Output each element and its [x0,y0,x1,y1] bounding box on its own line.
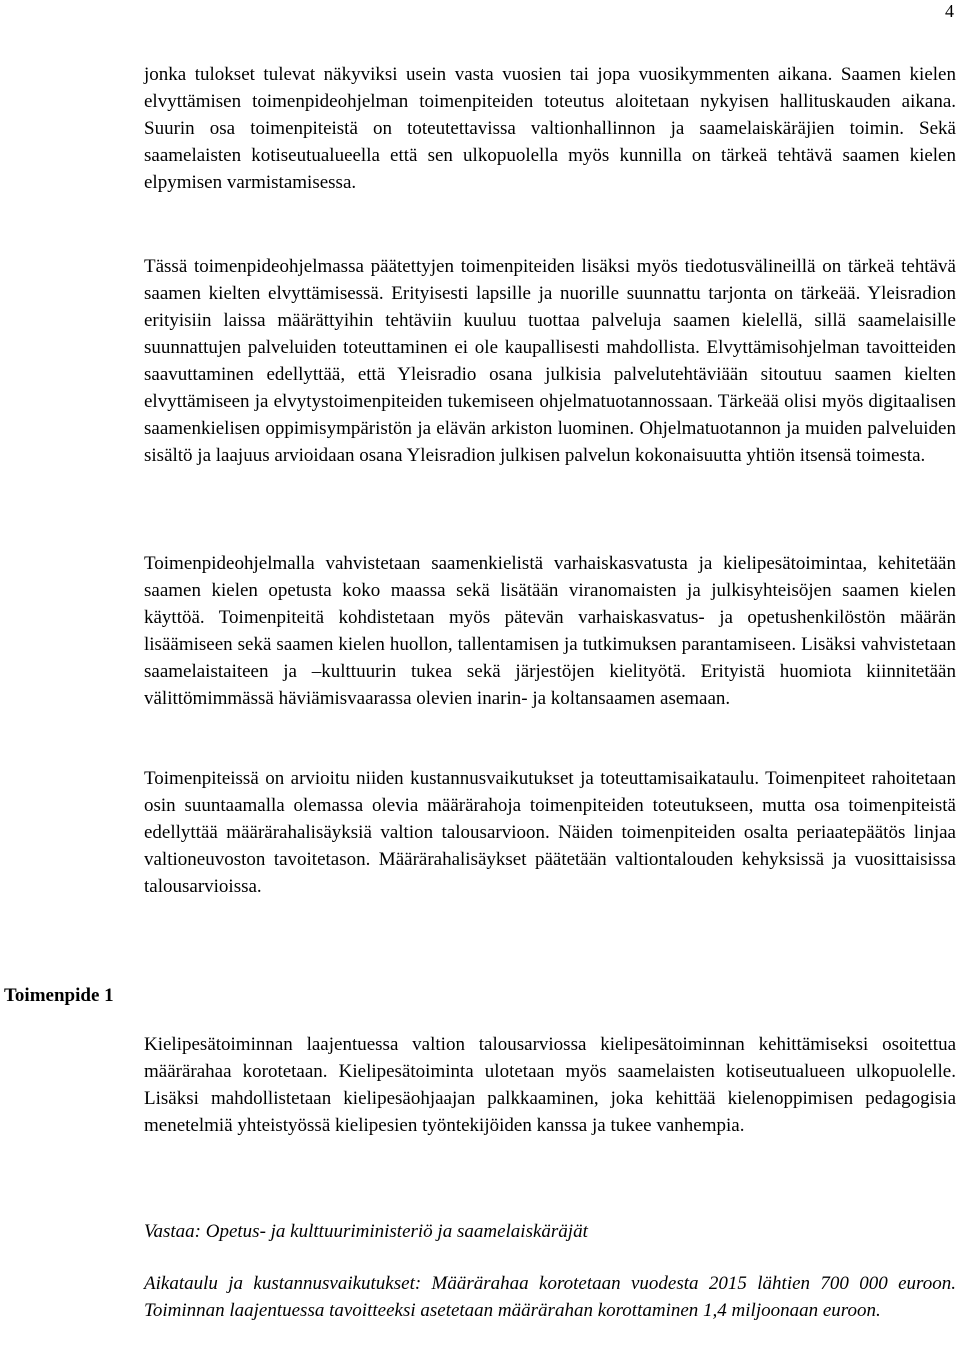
body-paragraph-3: Toimenpideohjelmalla vahvistetaan saamenkielistä varhaiskasvatusta ja kielipesätoimintaa, kehitetään saamen kielen opetusta koko maassa sekä lisätään viranomaisten ja julkisyhteisöjen saamen kielen käyttöä. Toimenpiteitä kohdistetaan myös pätevän varhaiskasvatus- ja opetushenkilöstön määrän lisäämiseen sekä saamen kielen huollon, tallentamisen ja tutkimuksen parantamiseen. Lisäksi vahvistetaan saamelaistaiteen ja –kulttuurin tukea sekä järjestöjen kielityötä. Erityistä huomiota kiinnitetään välittömimmässä häviämisvaarassa olevien inarin- ja koltansaamen asemaan. [144,553,956,709]
measure-heading: Toimenpide 1 [4,985,114,1006]
body-paragraph-4: Toimenpiteissä on arvioitu niiden kustannusvaikutukset ja toteuttamisaikataulu. Toimenpiteet rahoitetaan osin suuntaamalla olemassa olevia määrärahoja toimenpiteiden toteutukseen, mutta osa toimenpiteistä edellyttää määrärahalisäyksiä valtion talousarvioon. Näiden toimenpiteiden osalta periaatepäätös linjaa valtioneuvoston tavoitetason. Määrärahalisäykset päätetään valtiontalouden kehyksissä ja vuosittaisissa talousarvioissa. [144,768,956,897]
body-paragraph-1: jonka tulokset tulevat näkyviksi usein vasta vuosien tai jopa vuosikymmenten aikana. Saamen kielen elvyttämisen toimenpideohjelman toimenpiteiden toteutus aloitetaan nykyisen hallituskauden aikana. Suurin osa toimenpiteistä on toteutettavissa valtionhallinnon ja saamelaiskäräjien toimin. Sekä saamelaisten kotiseutualueella että sen ulkopuolella myös kunnilla on tärkeä tehtävä saamen kielen elpymisen varmistamisessa. [144,64,956,193]
page-number: 4 [945,1,954,21]
schedule-and-costs: Aikataulu ja kustannusvaikutukset: Määrärahaa korotetaan vuodesta 2015 lähtien 700 000 euroon. Toiminnan laajentuessa tavoitteeksi asetetaan määrärahan korottaminen 1,4 miljoonaan euroon. [144,1273,956,1321]
measure-description: Kielipesätoiminnan laajentuessa valtion talousarviossa kielipesätoiminnan kehittämiseksi osoitettua määrärahaa korotetaan. Kielipesätoiminta ulotetaan myös saamelaisten kotiseutualueen ulkopuolelle. Lisäksi mahdollistetaan kielipesäohjaajan palkkaaminen, joka kehittää kielenoppimisen pedagogisia menetelmiä yhteistyössä kielipesien työntekijöiden kanssa ja tukee vanhempia. [144,1034,956,1136]
body-paragraph-2: Tässä toimenpideohjelmassa päätettyjen toimenpiteiden lisäksi myös tiedotusvälineillä on tärkeä tehtävä saamen kielten elvyttämisessä. Erityisesti lapsille ja nuorille suunnattu tarjonta on tärkeää. Yleisradion erityisiin laissa määrättyihin tehtäviin kuuluu tuottaa palveluja saamen kielellä, sillä saamelaisille suunnattujen palveluiden toteuttaminen ei ole kaupallisesti mahdollista. Elvyttämisohjelman tavoitteiden saavuttaminen edellyttää, että Yleisradio osana julkisia palvelutehtäviään sitoutuu saamen kielten elvyttämiseen ja elvytystoimenpiteiden tukemiseen ohjelmatuotannossaan. Tärkeää olisi myös digitaalisen saamenkielisen oppimisympäristön ja elävän arkiston luominen. Ohjelmatuotannon ja muiden palveluiden sisältö ja laajuus arvioidaan osana Yleisradion julkisen palvelun kokonaisuutta yhtiön itsensä toimesta. [144,256,956,466]
responsible-party: Vastaa: Opetus- ja kulttuuriministeriö ja saamelaiskäräjät [144,1221,588,1242]
